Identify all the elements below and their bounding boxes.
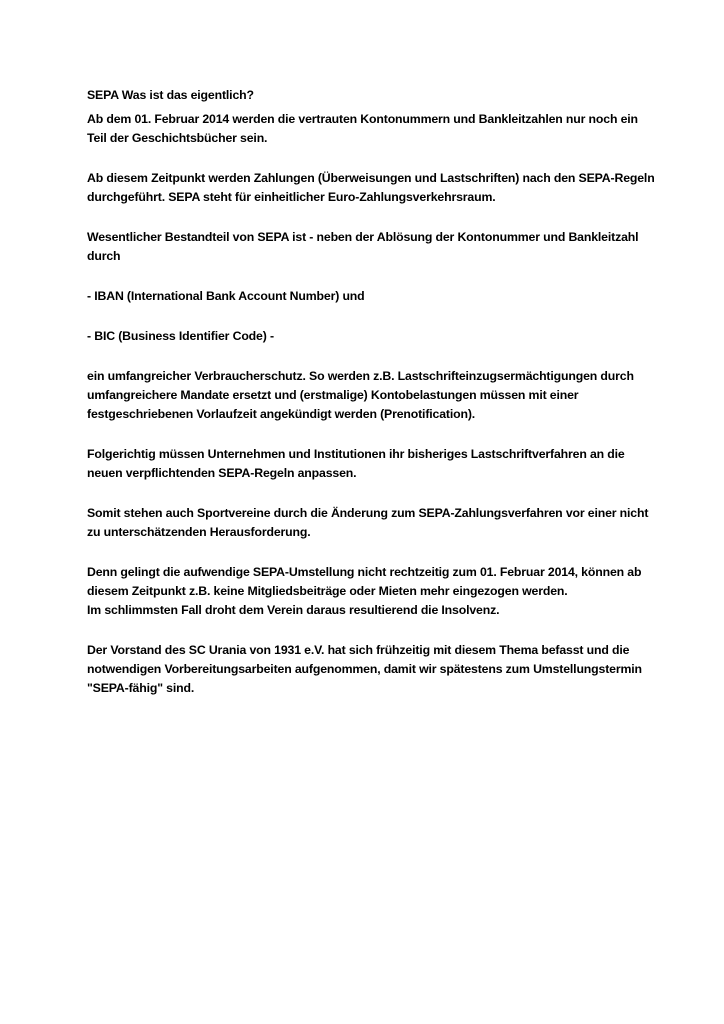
paragraph-line: durch	[87, 249, 121, 263]
paragraph-line: Im schlimmsten Fall droht dem Verein daraus resultierend die Insolvenz.	[87, 603, 500, 617]
paragraph	[87, 563, 647, 620]
list-item	[87, 287, 647, 306]
document-title: SEPA Was ist das eigentlich?	[87, 88, 254, 102]
paragraph-line: Ab diesem Zeitpunkt werden Zahlungen (Überweisungen und Lastschriften) nach den SEPA-Regeln	[87, 171, 655, 185]
spacer	[87, 148, 647, 169]
paragraph-line: Teil der Geschichtsbücher sein.	[87, 131, 268, 145]
spacer	[87, 483, 647, 504]
paragraph-line: - IBAN (International Bank Account Number) und	[87, 289, 365, 303]
paragraph	[87, 228, 647, 266]
paragraph-line: Der Vorstand des SC Urania von 1931 e.V. hat sich frühzeitig mit diesem Thema befasst und die	[87, 643, 630, 657]
spacer	[87, 346, 647, 367]
document-body	[87, 86, 655, 698]
paragraph-line: Wesentlicher Bestandteil von SEPA ist - neben der Ablösung der Kontonummer und Bankleitzahl	[87, 230, 639, 244]
spacer	[87, 207, 647, 228]
paragraph-line: "SEPA-fähig" sind.	[87, 681, 195, 695]
paragraph-line: durchgeführt. SEPA steht für einheitlicher Euro-Zahlungsverkehrsraum.	[87, 190, 496, 204]
paragraph-line: ein umfangreicher Verbraucherschutz. So werden z.B. Lastschrifteinzugsermächtigungen durch	[87, 369, 634, 383]
paragraph-line: diesem Zeitpunkt z.B. keine Mitgliedsbeiträge oder Mieten mehr eingezogen werden.	[87, 584, 568, 598]
spacer	[87, 266, 647, 287]
paragraph	[87, 367, 647, 424]
paragraph-line: - BIC (Business Identifier Code) -	[87, 329, 274, 343]
spacer	[87, 424, 647, 445]
paragraph-line: Denn gelingt die aufwendige SEPA-Umstellung nicht rechtzeitig zum 01. Februar 2014, können ab	[87, 565, 642, 579]
paragraph	[87, 504, 647, 542]
paragraph	[87, 641, 647, 698]
paragraph-line: neuen verpflichtenden SEPA-Regeln anpassen.	[87, 466, 357, 480]
paragraph	[87, 445, 647, 483]
list-item	[87, 327, 647, 346]
paragraph-line: Ab dem 01. Februar 2014 werden die vertrauten Kontonummern und Bankleitzahlen nur noch ein	[87, 112, 638, 126]
spacer	[87, 542, 647, 563]
spacer	[87, 620, 647, 641]
paragraph-line: notwendigen Vorbereitungsarbeiten aufgenommen, damit wir spätestens zum Umstellungstermin	[87, 662, 642, 676]
paragraph-line: Folgerichtig müssen Unternehmen und Institutionen ihr bisheriges Lastschriftverfahren an die	[87, 447, 625, 461]
paragraph-line: festgeschriebenen Vorlaufzeit angekündigt werden (Prenotification).	[87, 407, 476, 421]
paragraph	[87, 110, 647, 148]
paragraph-line: zu unterschätzenden Herausforderung.	[87, 525, 311, 539]
spacer	[87, 306, 647, 327]
paragraph	[87, 169, 655, 207]
paragraph-line: Somit stehen auch Sportvereine durch die Änderung zum SEPA-Zahlungsverfahren vor einer nicht	[87, 506, 649, 520]
paragraph-line: umfangreichere Mandate ersetzt und (erstmalige) Kontobelastungen müssen mit einer	[87, 388, 579, 402]
